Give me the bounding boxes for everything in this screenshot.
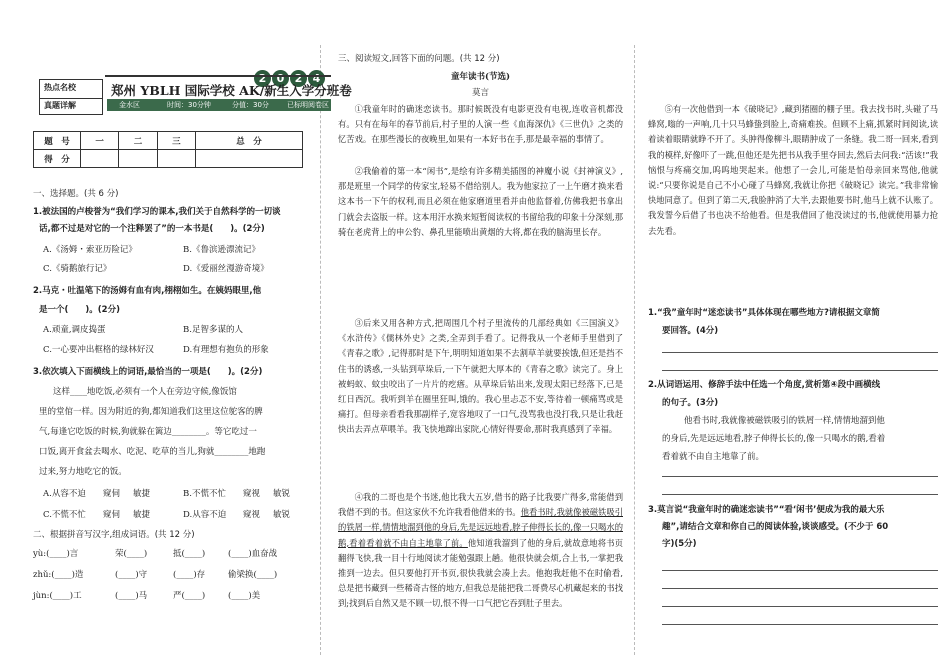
option-b-word: 敏锐 bbox=[273, 489, 291, 499]
passage-title: 童年读书(节选) bbox=[450, 72, 511, 82]
option-b[interactable]: B.足智多谋的人 bbox=[183, 325, 243, 335]
option-c[interactable]: C.不慌不忙 bbox=[43, 510, 86, 520]
option-a[interactable]: A.《汤姆・索亚历险记》 bbox=[43, 245, 137, 255]
exam-header bbox=[39, 70, 352, 118]
badge-line: 真题详解 bbox=[44, 101, 76, 110]
pinyin-item[interactable]: 抵(____) bbox=[173, 549, 206, 559]
pinyin-item[interactable]: (____)血奋战 bbox=[228, 549, 278, 559]
option-c[interactable]: C.一心要冲出框格的绿林好汉 bbox=[43, 345, 154, 355]
hot-school-badge bbox=[39, 79, 103, 115]
column-divider bbox=[634, 45, 635, 655]
option-c[interactable]: C.《骑鹅旅行记》 bbox=[43, 264, 112, 274]
option-a[interactable]: A.从容不迫 bbox=[43, 489, 86, 499]
question-text: 2.马克・吐温笔下的汤姆有血有肉,栩栩如生。在姨妈眼里,他 bbox=[33, 286, 262, 296]
question-text: 字)(5分) bbox=[662, 539, 697, 549]
quoted-sentence: 他看书时,我就像被磁铁吸引的铁屑一样,情情地溜到他 bbox=[684, 416, 885, 426]
pinyin-item[interactable]: (____)守 bbox=[115, 570, 148, 580]
answer-line[interactable] bbox=[662, 624, 938, 625]
option-d-word: 敏锐 bbox=[273, 510, 291, 520]
pinyin-item[interactable]: 严(____) bbox=[173, 591, 206, 601]
year-digit: 2 bbox=[254, 70, 271, 87]
pinyin-item[interactable]: (____)美 bbox=[228, 591, 261, 601]
question-text: 3.依次填入下面横线上的词语,最恰当的一项是( )。(2分) bbox=[33, 367, 263, 377]
option-b[interactable]: B.《鲁滨逊漂流记》 bbox=[183, 245, 260, 255]
score-table bbox=[33, 131, 303, 168]
option-a-word: 窥伺 bbox=[103, 489, 121, 499]
option-c-word: 窥伺 bbox=[103, 510, 121, 520]
year-digit: 0 bbox=[272, 70, 289, 87]
score-cell[interactable] bbox=[196, 150, 303, 168]
question-text: 2.从词语运用、修辞手法中任选一个角度,赏析第④段中画横线 bbox=[648, 380, 881, 390]
passage-paragraph: ③后来又用各种方式,把周围几个村子里流传的几部经典如《三国演义》《水浒传》《儒林外史》之类,全弄到手看了。记得我从一个老师手里借到了《青春之歌》,记得那时是下午,明明知道如果不去割草羊就要挨饿,但还是挡不住书的诱惑,一头钻到草垛后,一下午就把大厚本的《青春之歌》读完了。身上被蚂蚁、蚊虫咬出了一片片的疙瘩。从草垛后钻出来,发现太阳已经落下,已是红日西沉。我听到羊在圈里狂叫,饿的。我心里忐忑不安,等待着一顿痛骂或是痛打。但母亲看看我那副样子,宽容地叹了一口气,没骂我也没打我,只是让我赶快出去弄点草喂羊。我飞快地蹿出家院,心情好得要命,那时我真感到了幸福。 bbox=[338, 318, 623, 435]
pinyin-item[interactable]: jùn:(____)工 bbox=[33, 591, 82, 601]
option-d[interactable]: D.从容不迫 bbox=[183, 510, 227, 520]
pinyin-item[interactable]: 偷梁换(____) bbox=[228, 570, 278, 580]
question-text: 1.被法国的卢梭誉为“我们学习的课本,我们关于自然科学的一切谈 bbox=[33, 207, 281, 217]
badge-line: 热点名校 bbox=[44, 83, 76, 92]
passage-author: 莫言 bbox=[471, 88, 489, 98]
time-label: 时间：30分钟 bbox=[167, 101, 211, 109]
question-text: 1.“我”童年时“迷恋读书”具体体现在哪些地方?请根据文章简 bbox=[648, 308, 880, 318]
answer-line[interactable] bbox=[662, 352, 938, 353]
score-cell[interactable] bbox=[119, 150, 157, 168]
passage-line: 里的堂倌一样。因为附近的狗,都知道我们这里这位鸵客的脾 bbox=[39, 407, 263, 417]
option-d[interactable]: D.有理想有抱负的形象 bbox=[183, 345, 269, 355]
option-c-word: 敏捷 bbox=[133, 510, 151, 520]
question-text: 是一个( )。(2分) bbox=[39, 305, 120, 315]
question-text: 趣”,请结合文章和你自己的阅读体验,谈谈感受。(不少于 60 bbox=[662, 522, 889, 532]
answer-line[interactable] bbox=[662, 370, 938, 371]
pinyin-item[interactable]: zhǔ:(____)造 bbox=[33, 570, 84, 580]
answer-line[interactable] bbox=[662, 476, 938, 477]
year-digit: 2 bbox=[290, 70, 307, 87]
pinyin-item[interactable]: (____)存 bbox=[173, 570, 206, 580]
passage-paragraph: ⑤有一次他借到一本《破晓记》,藏到猪圈的棚子里。我去找书时,头碰了马蜂窝,嗡的一声响,几十只马蜂蛰到脸上,奇痛难挨。但顾不上痛,抓紧时间阅读,读着读着眼睛就睁不开了。头肿得像柳斗,眼睛肿成了一条缝。我二哥一回来,看到我的模样,好像吓了一跳,但他还是先把书从我手里夺回去,然后去问我:“活该!”我恼恨与疼痛交加,呜呜地哭起来。他想了一会儿,可能是怕母亲回来骂他,他就说:“只要你说是自己不小心碰了马蜂窝,我就让你把《破晓记》读完。”我非常愉快地同意了。但到了第二天,我脸肿消了大半,去跟他要书时,他马上就不认账了。我发誓今后借了书也决不给他看。但是我借回了他没读过的书,他就使用暴力抢去先看。 bbox=[648, 104, 939, 236]
option-b-word: 窥视 bbox=[243, 489, 261, 499]
pinyin-item[interactable]: (____)马 bbox=[115, 591, 148, 601]
table-header: 题 号 bbox=[34, 132, 81, 150]
passage-line: 口饭,离开食盆去喝水、吃泥、吃草的当儿,狗就________地跑 bbox=[39, 447, 266, 457]
table-header: 一 bbox=[81, 132, 119, 150]
answer-line[interactable] bbox=[662, 494, 938, 495]
passage-line: 这样____地吃饭,必须有一个人在旁边守候,像饭馆 bbox=[53, 387, 237, 397]
answer-line[interactable] bbox=[662, 588, 938, 589]
pinyin-item[interactable]: yù:(____)言 bbox=[33, 549, 79, 559]
question-text: 3.莫言说“我童年时的确迷恋读书”“看‘闲书’便成为我的最大乐 bbox=[648, 505, 885, 515]
grading-note: 已标明阅卷区 bbox=[287, 101, 329, 109]
year-digit: 4 bbox=[308, 70, 325, 87]
option-a-word: 敏捷 bbox=[133, 489, 151, 499]
section-title: 二、根据拼音写汉字,组成词语。(共 12 分) bbox=[33, 530, 195, 540]
option-a[interactable]: A.顽童,调皮捣蛋 bbox=[43, 325, 106, 335]
paragraph-text: ④我的二哥也是个书迷,他比我大五岁,借书的路子比我要广得多,常能借到我借不到的书。但这家伙不允许我看他借来的书。 bbox=[338, 492, 623, 518]
option-b[interactable]: B.不慌不忙 bbox=[183, 489, 226, 499]
quoted-sentence: 的身后,先是远远地看,脖子伸得长长的,像一只喝水的鹅,看着 bbox=[662, 434, 886, 444]
question-text: 要回答。(4分) bbox=[662, 326, 719, 336]
section-title: 一、选择题。(共 6 分) bbox=[33, 189, 119, 199]
answer-line[interactable] bbox=[662, 570, 938, 571]
score-cell[interactable] bbox=[81, 150, 119, 168]
option-d-word: 窥视 bbox=[243, 510, 261, 520]
score-label: 分值：30分 bbox=[232, 101, 269, 109]
table-header: 三 bbox=[157, 132, 195, 150]
column-divider bbox=[320, 45, 321, 655]
passage-line: 过来,努力地吃它的饭。 bbox=[39, 467, 127, 477]
answer-line[interactable] bbox=[662, 606, 938, 607]
passage-paragraph: ②我偷着的第一本“闲书”,是绘有许多精美插图的神魔小说《封神演义》,那是班里一个同学的传家宝,轻易不借给别人。我为他家拉了一上午磨才换来看这本书一下午的权利,而且必须在他家磨道里看并由他监督着,仿佛我把书拿出门就会去盗版一样。这本用汗水换来短暂阅读权的书留给我的印象十分深刻,那骑在老虎背上的申公豹、鼻孔里能喷出黄烟的大将,都在我的脑海里长存。 bbox=[338, 166, 623, 237]
option-d[interactable]: D.《爱丽丝漫游奇境》 bbox=[183, 264, 269, 274]
exam-info-bar bbox=[107, 99, 331, 111]
table-header: 总 分 bbox=[196, 132, 303, 150]
passage-paragraph: ①我童年时的确迷恋读书。那时候既没有电影更没有电视,连收音机都没有。只有在每年的春节前后,村子里的人演一些《血海深仇》《三世仇》之类的忆苦戏。在那些漫长的夜晚里,如果有一本好书在手,那是最幸福的事情了。 bbox=[338, 104, 623, 145]
passage-paragraph bbox=[338, 490, 623, 612]
exam-title: 郑州 YBLH 国际学校 AK/新生入学分班卷 bbox=[111, 83, 352, 98]
header-rule bbox=[105, 75, 331, 77]
quoted-sentence: 看着就不由自主地靠了前。 bbox=[662, 452, 765, 462]
score-cell[interactable] bbox=[157, 150, 195, 168]
table-header: 二 bbox=[119, 132, 157, 150]
question-text: 话,都不过是对它的一个注释罢了”的一本书是( )。(2分) bbox=[39, 224, 265, 234]
question-text: 的句子。(3分) bbox=[662, 398, 719, 408]
section-title: 三、阅读短文,回答下面的问题。(共 12 分) bbox=[338, 54, 500, 64]
underlined-sentence: 他看书时,我就像被磁铁吸引的铁屑一样,情情地溜到他的身后,先是远远地看,脖子伸得长长的,像一只喝水的鹅,看着看着就不由自主地靠了前。 bbox=[338, 507, 623, 548]
district-label: 金水区 bbox=[119, 101, 140, 109]
table-row-label: 得 分 bbox=[34, 150, 81, 168]
passage-line: 气,每逢它吃饭的时候,狗就躲在篱边________。等它吃过一 bbox=[39, 427, 257, 437]
pinyin-item[interactable]: 荣(____) bbox=[115, 549, 148, 559]
paragraph-text: 他知道我溜到了他的身后,就故意地将书页翻得飞快,我一目十行地阅读才能勉强跟上趟。他很快就会烦,合上书,一掌把我推到一边去。但只要他打开书页,很快我就会凑上去。他抱我赶他不在时偷看,总是把书藏到一些稀奇古怪的地方,但我总是能把我二哥费尽心机藏起来的书找到;找到后自然又是不顾一切,恨不得一口气把它吞到肚子里去。 bbox=[338, 537, 624, 609]
